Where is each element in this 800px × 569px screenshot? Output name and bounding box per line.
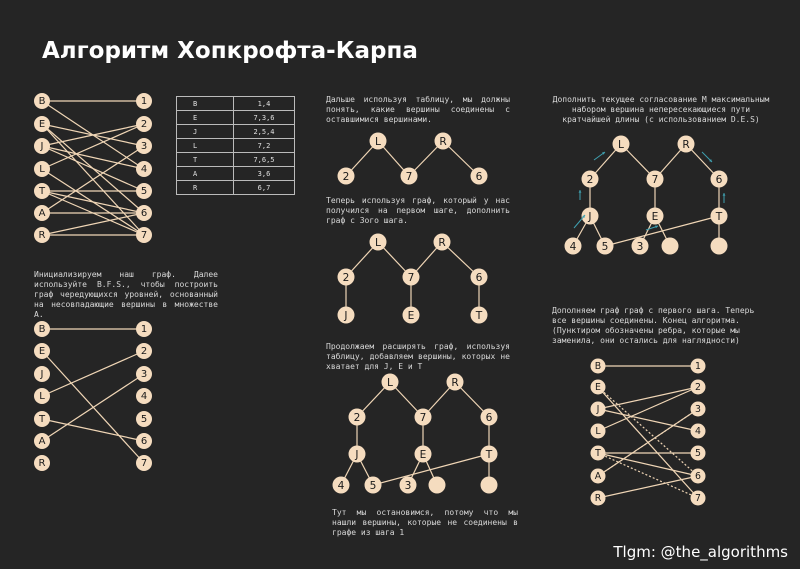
left-vertex-T <box>34 183 50 199</box>
node-label: R <box>682 138 690 151</box>
node-label: E <box>595 382 601 393</box>
right-vertex-1 <box>136 93 152 109</box>
node-label: E <box>38 119 46 130</box>
tree-node-E <box>647 208 664 225</box>
page-title: Алгоритм Хопкрофта-Карпа <box>42 38 418 64</box>
right-vertex-3 <box>136 138 152 154</box>
node-label: 3 <box>695 404 701 415</box>
left-vertex-R <box>591 491 606 506</box>
left-vertex-B <box>34 93 50 109</box>
left-vertex-A <box>34 205 50 221</box>
node-label: 7 <box>405 170 413 183</box>
node-label: T <box>715 210 723 223</box>
node-label: L <box>387 376 393 389</box>
node-label: J <box>596 404 600 415</box>
tree-node-R <box>435 133 452 150</box>
tree-node-L <box>370 234 387 251</box>
bipartite-edge <box>598 387 698 431</box>
tree-node-R <box>434 234 451 251</box>
tree-node-E <box>415 446 432 463</box>
table-value: 1,4 <box>234 97 295 111</box>
node-label: 3 <box>140 141 148 152</box>
table-value: 7,3,6 <box>234 111 295 125</box>
node-label: L <box>39 391 45 402</box>
node-label: J <box>40 141 44 152</box>
left-vertex-E <box>34 116 50 132</box>
tree-node-2 <box>338 269 355 286</box>
table-key: A <box>177 167 234 181</box>
replaced-edge <box>598 387 698 476</box>
node-label: 2 <box>695 382 701 393</box>
node-label: 6 <box>475 271 483 284</box>
node-label: E <box>651 210 659 223</box>
bipartite-edge <box>42 213 144 235</box>
right-vertex-2 <box>136 116 152 132</box>
table-value: 3,6 <box>234 167 295 181</box>
node-label: 6 <box>485 411 493 424</box>
node-label: 7 <box>419 411 427 424</box>
right-vertex-1 <box>691 359 706 374</box>
node-label: L <box>595 426 601 437</box>
right-vertex-4 <box>136 388 152 404</box>
right-vertex-3 <box>691 402 706 417</box>
left-vertex-T <box>34 411 50 427</box>
bipartite-edge <box>42 191 144 213</box>
table-key: L <box>177 139 234 153</box>
node-label: T <box>38 414 46 425</box>
node-label: 3 <box>404 479 412 492</box>
left-vertex-J <box>34 138 50 154</box>
node-label: E <box>419 448 427 461</box>
node-label: R <box>38 230 46 241</box>
node-label: A <box>594 471 602 482</box>
bipartite-edge <box>598 409 698 431</box>
table-value: 7,2 <box>234 139 295 153</box>
left-vertex-E <box>591 380 606 395</box>
node-label: 4 <box>140 391 148 402</box>
tree-node-2 <box>338 168 355 185</box>
tree-node-4 <box>333 477 350 494</box>
table-key: T <box>177 153 234 167</box>
node-label: 5 <box>601 240 609 253</box>
right-vertex-1 <box>136 321 152 337</box>
left-vertex-J <box>34 366 50 382</box>
node-label: 2 <box>353 411 361 424</box>
tree-node-J <box>338 307 355 324</box>
left-vertex-A <box>34 433 50 449</box>
tree-node-6 <box>481 409 498 426</box>
tree-node-6 <box>471 269 488 286</box>
right-vertex-6 <box>136 433 152 449</box>
left-vertex-T <box>591 446 606 461</box>
left-vertex-L <box>591 424 606 439</box>
node-label: R <box>594 493 602 504</box>
node-label: 7 <box>695 493 701 504</box>
right-vertex-2 <box>136 343 152 359</box>
left-vertex-L <box>34 161 50 177</box>
node-label: L <box>618 138 624 151</box>
node-label: T <box>475 309 483 322</box>
node-label: E <box>38 346 46 357</box>
tree-node-L <box>382 374 399 391</box>
table-key: B <box>177 97 234 111</box>
right-vertex-5 <box>136 183 152 199</box>
right-vertex-3 <box>136 366 152 382</box>
left-vertex-L <box>34 388 50 404</box>
node-circle <box>429 477 446 494</box>
node-label: R <box>438 236 446 249</box>
footer-credit: Tlgm: @the_algorithms <box>613 543 788 561</box>
right-vertex-7 <box>136 227 152 243</box>
left-vertex-J <box>591 402 606 417</box>
node-label: R <box>38 458 46 469</box>
replaced-edge <box>598 453 698 498</box>
bipartite-edge <box>42 146 144 191</box>
tree-node-R <box>678 136 695 153</box>
tree-node-7 <box>647 171 664 188</box>
node-label: 5 <box>695 448 701 459</box>
node-label: B <box>594 361 602 372</box>
node-label: B <box>38 324 46 335</box>
table-key: J <box>177 125 234 139</box>
node-label: 6 <box>715 173 723 186</box>
path-arrow-head <box>723 193 726 196</box>
node-label: J <box>40 369 44 380</box>
node-label: 2 <box>586 173 594 186</box>
node-circle <box>662 238 679 255</box>
right-vertex-5 <box>691 446 706 461</box>
node-label: 3 <box>140 369 148 380</box>
path-arrow-head <box>579 190 582 193</box>
tree-node-7 <box>401 168 418 185</box>
tree-node-2 <box>349 409 366 426</box>
node-label: 5 <box>369 479 377 492</box>
right-vertex-6 <box>136 205 152 221</box>
node-label: 1 <box>695 361 701 372</box>
node-label: 7 <box>651 173 659 186</box>
right-vertex-4 <box>136 161 152 177</box>
text-step3: Теперь используя граф, который у нас получился на первом шаге, дополнить граф с 3ого шага. <box>326 196 515 225</box>
left-vertex-B <box>34 321 50 337</box>
node-label: 2 <box>342 271 350 284</box>
right-vertex-2 <box>691 380 706 395</box>
text-step6: Дополнить текущее согласование M максимальным набором вершина непересекающиеся пути кратчайшей длины (с использованием D.E.S) <box>552 95 775 124</box>
text-init: Инициализируем наш граф. Далее используйте B.F.S., чтобы построить граф чередующихся уровней, основанный на несовпадающие вершины в множестве A. <box>34 270 223 319</box>
node-label: T <box>38 186 46 197</box>
tree-node-R <box>447 374 464 391</box>
tree-node-L <box>613 136 630 153</box>
tree-node-E <box>403 307 420 324</box>
bipartite-edge <box>598 453 698 476</box>
bipartite-edge <box>42 124 144 169</box>
tree-node-5 <box>597 238 614 255</box>
bipartite-edge <box>598 476 698 498</box>
node-label: T <box>485 448 493 461</box>
tree-node-T <box>481 446 498 463</box>
table-key: R <box>177 181 234 195</box>
tree-node-L <box>370 133 387 150</box>
tree-node-T <box>471 307 488 324</box>
tree-node-undefined <box>711 238 728 255</box>
node-label: 4 <box>695 426 701 437</box>
right-vertex-6 <box>691 469 706 484</box>
node-label: L <box>375 236 381 249</box>
node-label: B <box>38 96 46 107</box>
right-vertex-4 <box>691 424 706 439</box>
node-label: 5 <box>140 414 148 425</box>
node-circle <box>711 238 728 255</box>
tree-node-T <box>711 208 728 225</box>
node-label: 7 <box>140 230 148 241</box>
bipartite-edge <box>42 146 144 169</box>
node-label: J <box>355 448 359 461</box>
node-label: 4 <box>337 479 345 492</box>
right-vertex-5 <box>136 411 152 427</box>
node-label: 2 <box>342 170 350 183</box>
node-label: 1 <box>140 96 148 107</box>
tree-node-3 <box>400 477 417 494</box>
text-step2: Дальше используя таблицу, мы должны понять, какие вершины соединены с оставшимися вершинами. <box>326 95 515 124</box>
left-vertex-A <box>591 469 606 484</box>
node-label: T <box>595 448 601 459</box>
left-vertex-E <box>34 343 50 359</box>
text-step5: Тут мы остановимся, потому что мы нашли вершины, которые не соединены в графе из шага 1 <box>332 508 523 537</box>
node-label: A <box>38 436 46 447</box>
node-label: A <box>38 208 46 219</box>
node-label: R <box>451 376 459 389</box>
tree-node-4 <box>565 238 582 255</box>
bipartite-edge <box>42 351 144 396</box>
node-label: J <box>588 210 592 223</box>
node-label: 2 <box>140 346 148 357</box>
tree-node-undefined <box>429 477 446 494</box>
node-label: 6 <box>140 208 148 219</box>
bipartite-edge <box>42 419 144 441</box>
node-label: L <box>375 135 381 148</box>
node-label: J <box>344 309 348 322</box>
tree-node-J <box>349 446 366 463</box>
table-value: 7,6,5 <box>234 153 295 167</box>
node-label: 7 <box>407 271 415 284</box>
table-value: 6,7 <box>234 181 295 195</box>
bipartite-edge <box>42 374 144 441</box>
tree-node-6 <box>471 168 488 185</box>
node-label: 6 <box>695 471 701 482</box>
node-circle <box>481 477 498 494</box>
node-label: 6 <box>140 436 148 447</box>
tree-node-2 <box>582 171 599 188</box>
right-vertex-7 <box>136 455 152 471</box>
text-step4: Продолжаем расширять граф, используя таблицу, добавляем вершины, которых не хватает для J, E и T <box>326 342 515 371</box>
node-label: 1 <box>140 324 148 335</box>
table-key: E <box>177 111 234 125</box>
tree-node-6 <box>711 171 728 188</box>
tree-node-7 <box>415 409 432 426</box>
node-label: R <box>439 135 447 148</box>
tree-node-3 <box>632 238 649 255</box>
left-vertex-R <box>34 455 50 471</box>
node-label: 4 <box>569 240 577 253</box>
node-label: 7 <box>140 458 148 469</box>
node-label: E <box>407 309 415 322</box>
tree-node-undefined <box>481 477 498 494</box>
node-label: L <box>39 164 45 175</box>
node-label: 5 <box>140 186 148 197</box>
node-label: 4 <box>140 164 148 175</box>
node-label: 3 <box>636 240 644 253</box>
node-label: 6 <box>475 170 483 183</box>
tree-node-undefined <box>662 238 679 255</box>
tree-node-5 <box>365 477 382 494</box>
right-vertex-7 <box>691 491 706 506</box>
left-vertex-B <box>591 359 606 374</box>
text-step7: Дополняем граф граф с первого шага. Теперь все вершины соединены. Конец алгоритма. (Пунктиром обозначены ребра, которые мы заменила, они остались для наглядности) <box>552 306 760 345</box>
left-vertex-R <box>34 227 50 243</box>
bipartite-edge <box>598 387 698 409</box>
table-value: 2,5,4 <box>234 125 295 139</box>
node-label: 2 <box>140 119 148 130</box>
tree-node-7 <box>403 269 420 286</box>
